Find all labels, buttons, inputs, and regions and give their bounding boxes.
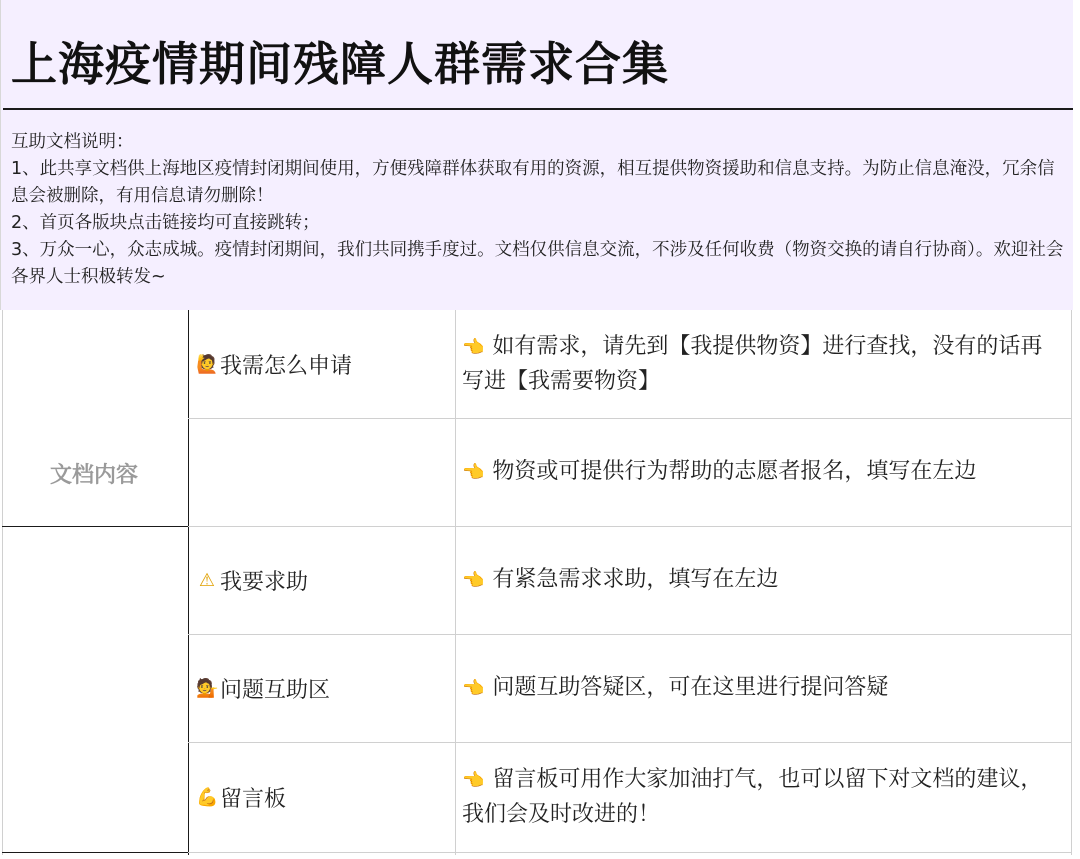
page-title: 上海疫情期间残障人群需求合集 [11,37,669,91]
table-border-left [2,310,3,855]
person-raising-hand-icon: 🙋 [196,353,219,375]
pointing-hand-icon: 👈 [462,336,485,358]
table-divider-col1 [188,310,189,855]
table-row-help[interactable] [196,526,455,634]
row-note-text: 如有需求，请先到【我提供物资】进行查找，没有的话再写进【我需要物资】 [462,333,1043,394]
row-label: 我需怎么申请 [220,353,353,379]
table-row-message-board[interactable] [196,742,455,852]
table-bottom-left [2,852,189,853]
title-divider [3,108,1073,110]
flexed-biceps-icon: 💪 [196,786,219,808]
row-note [462,742,1062,852]
table-row-qa[interactable] [196,634,455,742]
table-border-right [1071,310,1072,855]
pointing-hand-icon: 👈 [462,569,485,591]
pointing-hand-icon: 👈 [462,769,485,791]
row-note [462,310,1062,418]
row-note [462,418,1062,526]
section-divider [2,526,189,527]
row-note-text: 问题互助答疑区，可在这里进行提问答疑 [492,674,889,700]
description-item-3: 3、万众一心，众志成城。疫情封闭期间，我们共同携手度过。文档仅供信息交流，不涉及任何收费（物资交换的请自行协商）。欢迎社会各界人士积极转发~ [11,240,1064,287]
row-label: 留言板 [220,786,287,812]
row-note-text: 物资或可提供行为帮助的志愿者报名，填写在左边 [492,458,977,484]
row-note [462,526,1062,634]
document-header [0,0,1073,310]
table-bottom [188,852,1072,853]
person-tipping-hand-icon: 💁 [196,677,219,699]
table-divider-col2 [455,310,456,855]
table-row-apply[interactable] [196,310,455,418]
row-label: 我要求助 [220,569,309,595]
row-note-text: 留言板可用作大家加油打气，也可以留下对文档的建议，我们会及时改进的！ [462,766,1043,827]
description-heading: 互助文档说明： [11,132,134,152]
pointing-hand-icon: 👈 [462,677,485,699]
document-description [11,129,1069,291]
row-note [462,634,1062,742]
description-item-2: 2、首页各版块点击链接均可直接跳转； [11,213,320,233]
description-item-1: 1、此共享文档供上海地区疫情封闭期间使用，方便残障群体获取有用的资源，相互提供物资援助和信息支持。为防止信息淹没，冗余信息会被删除，有用信息请勿删除！ [11,159,1055,206]
section-label: 文档内容 [49,463,138,488]
row-label: 问题互助区 [220,677,331,703]
pointing-hand-icon: 👈 [462,461,485,483]
table-row-volunteer[interactable] [196,418,455,526]
warning-icon: ⚠ [198,569,216,591]
row-note-text: 有紧急需求求助，填写在左边 [492,566,779,592]
